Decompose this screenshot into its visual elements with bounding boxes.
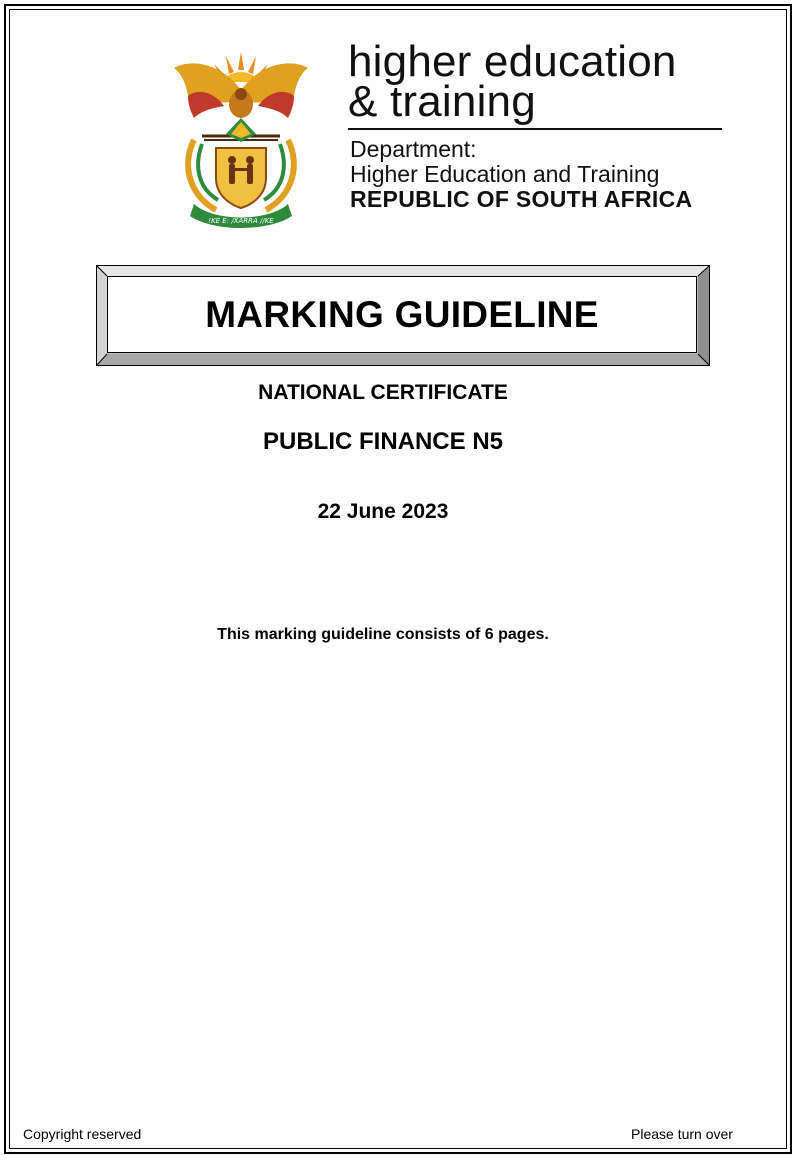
certificate-heading: NATIONAL CERTIFICATE (258, 381, 508, 404)
department-name: Higher Education and Training (350, 161, 660, 187)
department-label: Department: (350, 136, 477, 162)
crest-motto: !KE E: /XARRA //KE (208, 217, 274, 225)
brand-divider (348, 128, 722, 130)
subject-heading: PUBLIC FINANCE N5 (262, 428, 503, 455)
country-name: REPUBLIC OF SOUTH AFRICA (350, 186, 693, 212)
coat-of-arms-icon (164, 44, 318, 228)
footer-turn-over: Please turn over (631, 1126, 733, 1142)
title-inner-box (107, 276, 697, 353)
title-box (96, 265, 710, 366)
exam-date: 22 June 2023 (317, 500, 449, 523)
brand-title-line1: higher education (348, 37, 677, 86)
brand-title-line2: & training (348, 77, 536, 126)
footer-copyright: Copyright reserved (23, 1126, 142, 1142)
document-title: MARKING GUIDELINE (205, 293, 599, 335)
page-count-note: This marking guideline consists of 6 pages. (217, 626, 549, 643)
